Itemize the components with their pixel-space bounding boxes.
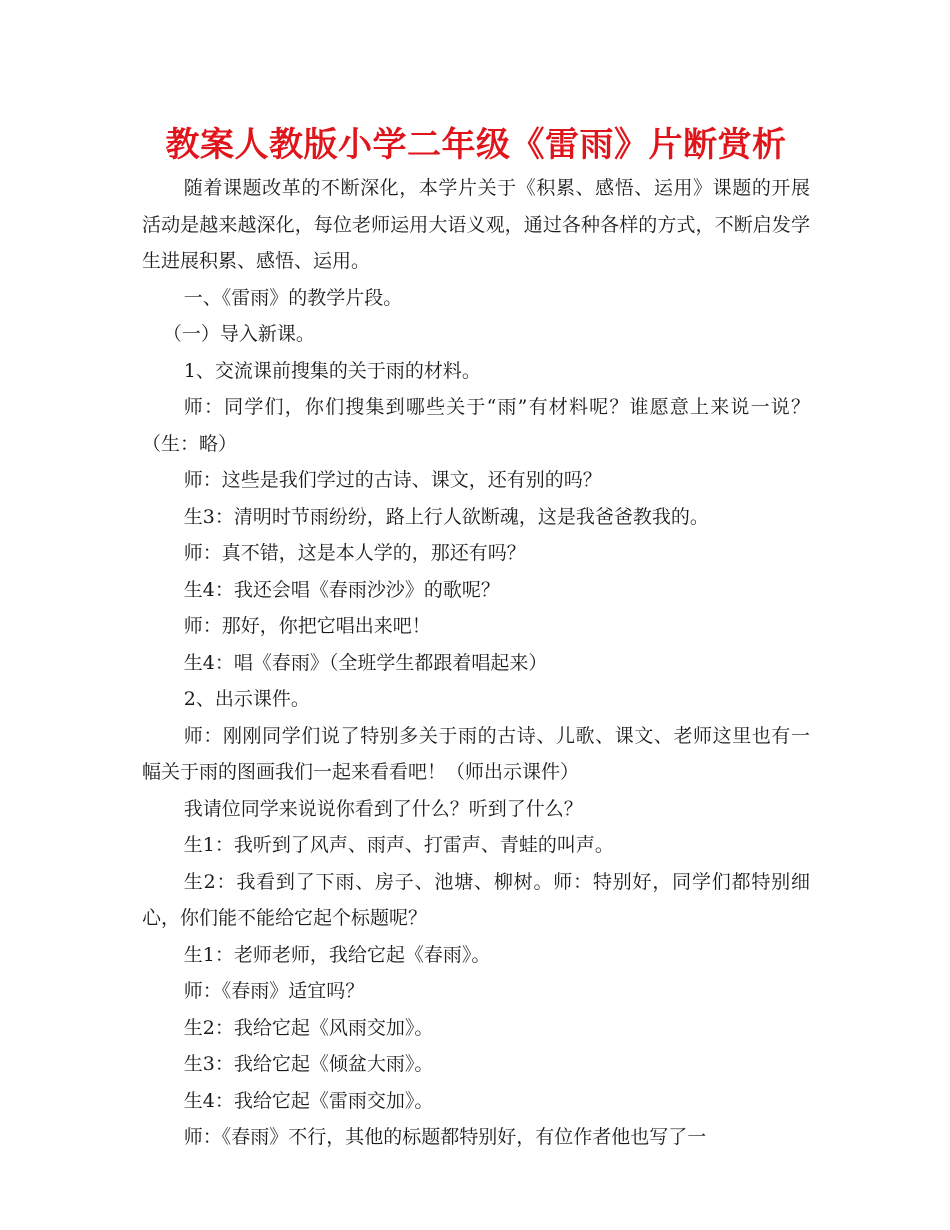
paragraph: （一）导入新课。 <box>162 323 315 345</box>
paragraph: 2、出示课件。 <box>183 688 310 710</box>
paragraph: 我请位同学来说说你看到了什么？听到了什么？ <box>183 797 583 820</box>
document-title: 教案人教版小学二年级《雷雨》片断赏析 <box>165 125 787 165</box>
paragraph: 生2：我给它起《风雨交加》。 <box>183 1016 434 1039</box>
paragraph: 生3：清明时节雨纷纷，路上行人欲断魂，这是我爸爸教我的。 <box>183 505 709 528</box>
paragraph: 随着课题改革的不断深化，本学片关于《积累、感悟、运用》课题的开展活动是越来越深化，每位老师运用大语义观，通过各种各样的方式，不断启发学生进展积累、感悟、运用。 <box>142 177 810 272</box>
paragraph: 师：那好，你把它唱出来吧！ <box>183 615 431 637</box>
paragraph: 生1：我听到了风声、雨声、打雷声、青蛙的叫声。 <box>183 834 614 856</box>
paragraph: 师：刚刚同学们说了特别多关于雨的古诗、儿歌、课文、老师这里也有一幅关于雨的图画我们一起来看看吧！（师出示课件） <box>142 724 810 783</box>
paragraph: 生4：唱《春雨》（全班学生都跟着唱起来） <box>183 651 548 674</box>
paragraph: 生4：我给它起《雷雨交加》。 <box>183 1089 434 1112</box>
document-body <box>142 170 810 1156</box>
paragraph: 1、交流课前搜集的关于雨的材料。 <box>183 359 481 382</box>
paragraph: 生3：我给它起《倾盆大雨》。 <box>183 1053 434 1075</box>
paragraph: 师：同学们，你们搜集到哪些关于“雨”有材料呢？谁愿意上来说一说？（生：略） <box>142 396 810 455</box>
paragraph: 一、《雷雨》的教学片段。 <box>183 286 403 309</box>
paragraph: 生1：老师老师，我给它起《春雨》。 <box>183 943 491 966</box>
paragraph: 师：《春雨》不行，其他的标题都特别好，有位作者他也写了一 <box>183 1126 707 1148</box>
paragraph: 师：真不错，这是本人学的，那还有吗？ <box>183 542 526 564</box>
paragraph: 生4：我还会唱《春雨沙沙》的歌呢？ <box>183 578 500 601</box>
paragraph: 生2：我看到了下雨、房子、池塘、柳树。师：特别好，同学们都特别细心，你们能不能给它起个标题呢？ <box>142 870 810 929</box>
paragraph: 师：这些是我们学过的古诗、课文，还有别的吗？ <box>183 469 602 491</box>
paragraph: 师：《春雨》适宜吗？ <box>183 980 365 1002</box>
